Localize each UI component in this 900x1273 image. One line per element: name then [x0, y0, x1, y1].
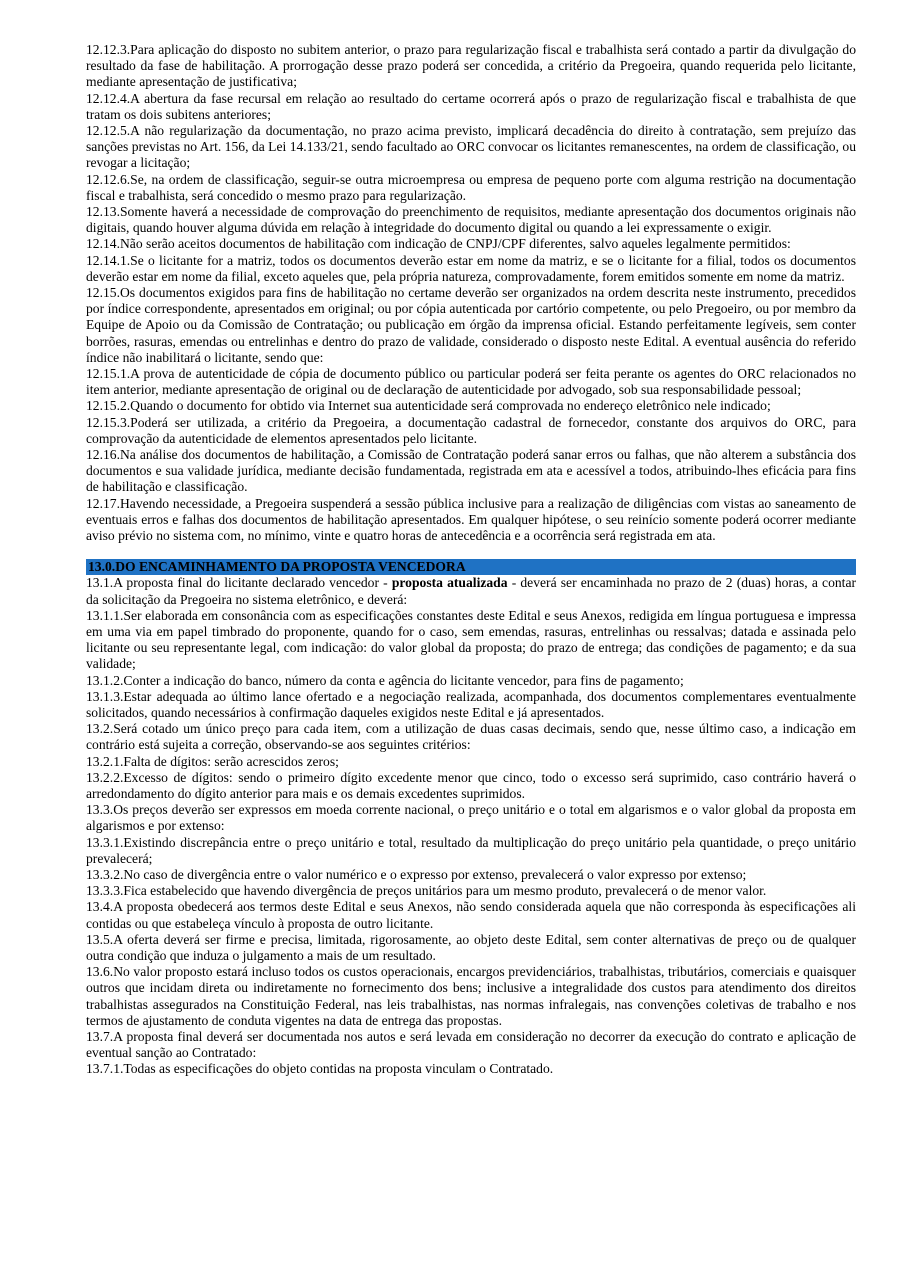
paragraph-12-15-3: 12.15.3.Poderá ser utilizada, a critério da Pregoeira, a documentação cadastral de fornecedor, constante dos arquivos do ORC, para comprovação da autenticidade de elementos apresentados pelo licitante. — [86, 414, 856, 446]
paragraph-13-5: 13.5.A oferta deverá ser firme e precisa, limitada, rigorosamente, ao objeto deste Edital, sem conter alternativas de preço ou de qualquer outra condição que induza o julgamento a mais de um resultado. — [86, 931, 856, 963]
paragraph-13-2: 13.2.Será cotado um único preço para cada item, com a utilização de duas casas decimais, sendo que, nesse último caso, a indicação em contrário está sujeita a correção, observando-se aos seguintes critérios: — [86, 721, 856, 753]
paragraph-13-1 — [86, 575, 856, 607]
paragraph-13-1-tail: - deverá ser encaminhada no prazo de 2 (duas) horas, a contar da solicitação da Pregoeira no sistema eletrônico, e deverá: — [86, 575, 856, 607]
section-spacer — [86, 544, 856, 559]
paragraph-12-15: 12.15.Os documentos exigidos para fins de habilitação no certame deverão ser organizados na ordem descrita neste instrumento, precedidos por índice correspondente, apresentados em original; ou por cópia autenticada por cartório competente, ou pelo Pregoeiro, ou por membro da Equipe de Apoio ou da Comissão de Contratação; ou publicação em órgão da imprensa oficial. Estando perfeitamente legíveis, sem conter borrões, rasuras, emendas ou entrelinhas e dentro do prazo de validade, considerado o disposto neste Edital. A eventual ausência do referido índice não inabilitará o licitante, sendo que: — [86, 285, 856, 365]
section-heading-13: 13.0.DO ENCAMINHAMENTO DA PROPOSTA VENCEDORA — [86, 559, 856, 575]
paragraph-13-7-1: 13.7.1.Todas as especificações do objeto contidas na proposta vinculam o Contratado. — [86, 1061, 554, 1077]
paragraph-12-14-1: 12.14.1.Se o licitante for a matriz, todos os documentos deverão estar em nome da matriz, e se o licitante for a filial, todos os documentos deverão estar em nome da filial, exceto aqueles que, pela própria natureza, comprovadamente, forem emitidos somente em nome da matriz. — [86, 252, 856, 284]
paragraph-12-15-1: 12.15.1.A prova de autenticidade de cópia de documento público ou particular poderá ser feita perante os agentes do ORC relacionados no item anterior, mediante apresentação de original ou de declaração de autenticidade por advogado, sob sua responsabilidade pessoal; — [86, 366, 856, 398]
paragraph-13-1-1: 13.1.1.Ser elaborada em consonância com as especificações constantes deste Edital e seus Anexos, redigida em língua portuguesa e impressa em uma via em papel timbrado do proponente, quando for o caso, sem emendas, rasuras, entrelinhas ou ressalvas; datada e assinada pelo licitante ou seu representante legal, com indicação: do valor global da proposta; do prazo de entrega; das condições de pagamento; e da sua validade; — [86, 607, 856, 672]
paragraph-12-12-4: 12.12.4.A abertura da fase recursal em relação ao resultado do certame ocorrerá após o prazo de regularização fiscal e trabalhista de que tratam os dois subitens anteriores; — [86, 90, 856, 122]
paragraph-13-4: 13.4.A proposta obedecerá aos termos deste Edital e seus Anexos, não sendo considerada aquela que não corresponda às especificações ali contidas ou que estabeleça vínculo à proposta de outro licitante. — [86, 899, 856, 931]
paragraph-12-17: 12.17.Havendo necessidade, a Pregoeira suspenderá a sessão pública inclusive para a realização de diligências com vistas ao saneamento de eventuais erros e falhas dos documentos de habilitação apresentados. Em qualquer hipótese, o seu reinício somente poderá ocorrer mediante aviso prévio no sistema com, no mínimo, vinte e quatro horas de antecedência e a ocorrência será registrada em ata. — [86, 495, 856, 544]
paragraph-13-2-2: 13.2.2.Excesso de dígitos: sendo o primeiro dígito excedente menor que cinco, todo o excesso será suprimido, caso contrário haverá o arredondamento do dígito anterior para mais e os demais excedentes suprimidos. — [86, 769, 856, 801]
paragraph-12-16: 12.16.Na análise dos documentos de habilitação, a Comissão de Contratação poderá sanar erros ou falhas, que não alterem a substância dos documentos e sua validade jurídica, mediante decisão fundamentada, registrada em ata e acessível a todos, atribuindo-lhes eficácia para fins de habilitação e classificação. — [86, 447, 856, 495]
paragraph-12-12-6: 12.12.6.Se, na ordem de classificação, seguir-se outra microempresa ou empresa de pequeno porte com alguma restrição na documentação fiscal e trabalhista, será concedido o mesmo prazo para regularização. — [86, 171, 856, 203]
paragraph-13-3-1: 13.3.1.Existindo discrepância entre o preço unitário e total, resultado da multiplicação do preço unitário pela quantidade, o preço unitário prevalecerá; — [86, 834, 856, 866]
paragraph-13-1-3: 13.1.3.Estar adequada ao último lance ofertado e a negociação realizada, acompanhada, dos documentos complementares eventualmente solicitados, quando necessários à confirmação daqueles exigidos neste Edital e já apresentados. — [86, 688, 856, 720]
paragraph-12-13: 12.13.Somente haverá a necessidade de comprovação do preenchimento de requisitos, mediante apresentação dos documentos originais não digitais, quando houver alguma dúvida em relação à integridade do documento digital ou quando a lei expressamente o exigir. — [86, 204, 856, 236]
paragraph-13-7: 13.7.A proposta final deverá ser documentada nos autos e será levada em consideração no decorrer da execução do contrato e aplicação de eventual sanção ao Contratado: — [86, 1028, 856, 1061]
paragraph-12-14: 12.14.Não serão aceitos documentos de habilitação com indicação de CNPJ/CPF diferentes, salvo aqueles legalmente permitidos: — [86, 236, 791, 252]
paragraph-13-6: 13.6.No valor proposto estará incluso todos os custos operacionais, encargos previdenciários, trabalhistas, tributários, comerciais e quaisquer outros que incidam direta ou indiretamente no fornecimento dos bens; inclusive a integralidade dos custos para atendimento dos direitos trabalhistas assegurados na Constituição Federal, nas leis trabalhistas, nas normas infralegais, nas convenções coletivas de trabalho e nos termos de ajustamento de conduta vigentes na data de entrega das propostas. — [86, 964, 856, 1028]
paragraph-13-3-3: 13.3.3.Fica estabelecido que havendo divergência de preços unitários para um mesmo produto, prevalecerá o de menor valor. — [86, 883, 767, 899]
paragraph-13-1-lead: 13.1.A proposta final do licitante declarado vencedor - — [86, 575, 392, 591]
paragraph-13-3-2: 13.3.2.No caso de divergência entre o valor numérico e o expresso por extenso, prevalecerá o valor expresso por extenso; — [86, 866, 747, 882]
paragraph-13-1-2: 13.1.2.Conter a indicação do banco, número da conta e agência do licitante vencedor, para fins de pagamento; — [86, 672, 684, 688]
paragraph-13-1-bold: proposta atualizada — [391, 575, 508, 591]
paragraph-13-3: 13.3.Os preços deverão ser expressos em moeda corrente nacional, o preço unitário e o total em algarismos e o valor global da proposta em algarismos e por extenso: — [86, 802, 856, 834]
paragraph-12-12-3: 12.12.3.Para aplicação do disposto no subitem anterior, o prazo para regularização fiscal e trabalhista será contado a partir da divulgação do resultado da fase de habilitação. A prorrogação desse prazo poderá ser concedida, a critério da Pregoeira, quando requerida pelo licitante, mediante apresentação de justificativa; — [86, 42, 856, 90]
paragraph-12-12-5: 12.12.5.A não regularização da documentação, no prazo acima previsto, implicará decadência do direito à contratação, sem prejuízo das sanções previstas no Art. 156, da Lei 14.133/21, sendo facultado ao ORC convocar os licitantes remanescentes, na ordem de classificação, ou revogar a licitação; — [86, 123, 856, 171]
paragraph-13-2-1: 13.2.1.Falta de dígitos: serão acrescidos zeros; — [86, 753, 339, 769]
document-page — [86, 42, 856, 1078]
paragraph-12-15-2: 12.15.2.Quando o documento for obtido via Internet sua autenticidade será comprovada no endereço eletrônico nele indicado; — [86, 398, 771, 414]
